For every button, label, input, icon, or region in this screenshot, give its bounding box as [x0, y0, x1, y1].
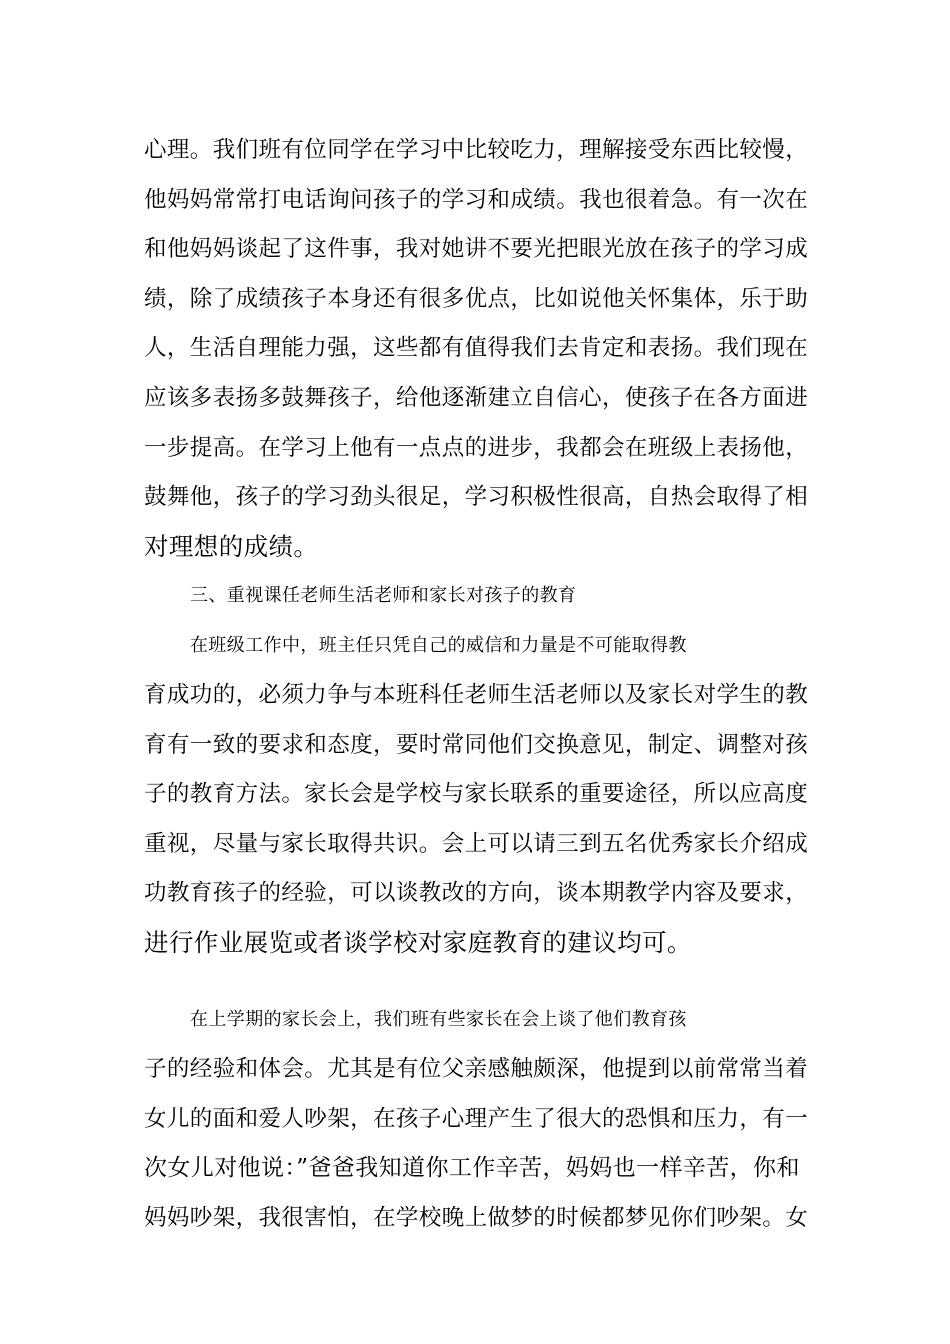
- section-heading: 三、重视课任老师生活老师和家长对孩子的教育: [190, 585, 577, 606]
- text-line: 子的教育方法。家长会是学校与家长联系的重要途径，所以应高度: [144, 781, 809, 807]
- text-line: 功教育孩子的经验，可以谈教改的方向，谈本期教学内容及要求，: [144, 880, 809, 906]
- text-line: 绩，除了成绩孩子本身还有很多优点，比如说他关怀集体，乐于助: [144, 286, 809, 312]
- text-line: 育成功的，必须力争与本班科任老师生活老师以及家长对学生的教: [144, 682, 809, 708]
- text-line: 和他妈妈谈起了这件事，我对她讲不要光把眼光放在孩子的学习成: [144, 236, 809, 262]
- text-line: 鼓舞他，孩子的学习劲头很足，学习积极性很高，自热会取得了相: [144, 484, 809, 510]
- text-line: 妈妈吵架，我很害怕，在学校晚上做梦的时候都梦见你们吵架。女: [144, 1205, 809, 1231]
- text-line: 一步提高。在学习上他有一点点的进步，我都会在班级上表扬他，: [144, 435, 809, 461]
- text-line: 在上学期的家长会上，我们班有些家长在会上谈了他们教育孩: [190, 1009, 687, 1030]
- text-line: 重视，尽量与家长取得共识。会上可以请三到五名优秀家长介绍成: [144, 831, 809, 857]
- text-line: 他妈妈常常打电话询问孩子的学习和成绩。我也很着急。有一次在: [144, 187, 809, 213]
- text-line: 应该多表扬多鼓舞孩子，给他逐渐建立自信心，使孩子在各方面进: [144, 385, 809, 411]
- text-line: 次女儿对他说：”爸爸我知道你工作辛苦，妈妈也一样辛苦，你和: [144, 1155, 800, 1181]
- text-line: 在班级工作中，班主任只凭自己的威信和力量是不可能取得教: [190, 635, 687, 656]
- text-line: 心理。我们班有位同学在学习中比较吃力，理解接受东西比较慢，: [144, 137, 809, 163]
- text-line: 子的经验和体会。尤其是有位父亲感触颇深，他提到以前常常当着: [144, 1056, 809, 1082]
- text-line: 女儿的面和爱人吵架，在孩子心理产生了很大的恐惧和压力，有一: [144, 1106, 809, 1132]
- text-line: 人，生活自理能力强，这些都有值得我们去肯定和表扬。我们现在: [144, 335, 809, 361]
- text-line: 进行作业展览或者谈学校对家庭教育的建议均可。: [144, 928, 692, 957]
- text-line: 育有一致的要求和态度，要时常同他们交换意见，制定、调整对孩: [144, 732, 809, 758]
- text-line: 对理想的成绩。: [144, 532, 319, 561]
